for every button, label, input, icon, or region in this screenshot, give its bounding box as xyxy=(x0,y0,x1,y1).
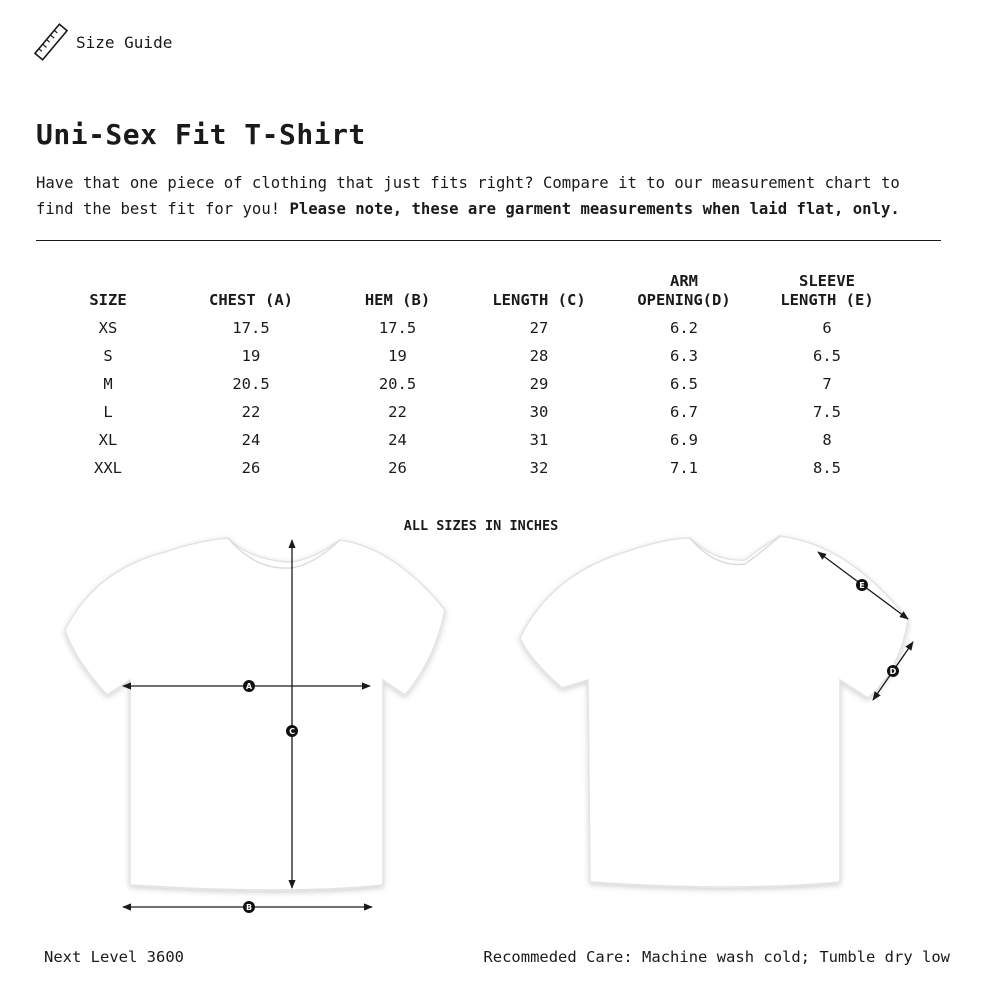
cell-sleeve-length: 7 xyxy=(822,375,832,393)
divider xyxy=(36,240,941,241)
marker-length xyxy=(286,725,298,737)
header-length: LENGTH (C) xyxy=(492,291,586,309)
cell-chest: 19 xyxy=(241,347,261,365)
ruler-icon xyxy=(34,22,68,62)
side-tshirt-shape xyxy=(520,536,908,887)
marker-sleeve xyxy=(856,579,868,591)
cell-length: 29 xyxy=(529,375,549,393)
care-instructions: Recommeded Care: Machine wash cold; Tumble dry low xyxy=(483,948,950,966)
cell-sleeve-length: 6 xyxy=(822,319,832,337)
cell-hem: 19 xyxy=(388,347,407,365)
cell-chest: 17.5 xyxy=(232,319,270,337)
table-row xyxy=(40,398,895,426)
cell-chest: 22 xyxy=(241,403,261,421)
front-tshirt-diagram xyxy=(50,530,460,930)
header-sleeve-length: SLEEVE LENGTH (E) xyxy=(780,272,874,309)
cell-sleeve-length: 7.5 xyxy=(813,403,841,421)
intro-paragraph xyxy=(36,170,936,222)
cell-arm-opening: 7.1 xyxy=(670,459,698,477)
cell-size: XS xyxy=(98,319,118,337)
cell-size: M xyxy=(103,375,113,393)
size-guide-label: Size Guide xyxy=(76,32,173,52)
header-arm-opening: ARM OPENING(D) xyxy=(637,272,731,309)
cell-hem: 24 xyxy=(388,431,407,449)
header-chest: CHEST (A) xyxy=(209,291,293,309)
page-title: Uni-Sex Fit T-Shirt xyxy=(36,118,366,151)
table-row xyxy=(40,426,895,454)
svg-text:B: B xyxy=(245,903,253,912)
header-size: SIZE xyxy=(89,291,127,309)
cell-size: L xyxy=(103,403,113,421)
cell-length: 30 xyxy=(529,403,549,421)
svg-text:A: A xyxy=(245,682,253,691)
cell-hem: 26 xyxy=(388,459,407,477)
cell-hem: 22 xyxy=(388,403,407,421)
side-tshirt-diagram xyxy=(510,530,930,930)
table-header-row xyxy=(40,272,895,314)
cell-arm-opening: 6.3 xyxy=(670,347,698,365)
table-row xyxy=(40,342,895,370)
svg-text:E: E xyxy=(859,581,865,590)
table-row xyxy=(40,370,895,398)
marker-arm xyxy=(887,665,899,677)
cell-arm-opening: 6.7 xyxy=(670,403,698,421)
units-note: ALL SIZES IN INCHES xyxy=(403,518,559,534)
cell-size: XXL xyxy=(94,459,122,477)
size-chart-table xyxy=(40,272,895,482)
model-name: Next Level 3600 xyxy=(44,948,184,966)
cell-length: 28 xyxy=(529,347,549,365)
cell-size: XL xyxy=(98,431,118,449)
cell-chest: 24 xyxy=(241,431,261,449)
svg-text:C: C xyxy=(289,727,295,736)
cell-sleeve-length: 8 xyxy=(822,431,832,449)
cell-chest: 26 xyxy=(241,459,261,477)
intro-text: Have that one piece of clothing that just fits right? Compare it to our measurement chart to find the best fit for you! xyxy=(36,174,900,218)
cell-sleeve-length: 8.5 xyxy=(813,459,841,477)
cell-length: 32 xyxy=(529,459,549,477)
cell-size: S xyxy=(103,347,113,365)
header-hem: HEM (B) xyxy=(364,291,431,309)
front-tshirt-shape xyxy=(65,538,445,890)
cell-chest: 20.5 xyxy=(232,375,270,393)
table-row xyxy=(40,454,895,482)
marker-hem xyxy=(243,901,255,913)
cell-sleeve-length: 6.5 xyxy=(813,347,841,365)
marker-chest xyxy=(243,680,255,692)
cell-length: 31 xyxy=(529,431,549,449)
size-guide-header xyxy=(34,22,172,62)
table-row xyxy=(40,314,895,342)
cell-arm-opening: 6.5 xyxy=(670,375,698,393)
cell-length: 27 xyxy=(529,319,549,337)
svg-text:D: D xyxy=(889,667,897,676)
cell-hem: 17.5 xyxy=(378,319,417,337)
cell-arm-opening: 6.2 xyxy=(670,319,698,337)
intro-note: Please note, these are garment measurements when laid flat, only. xyxy=(289,200,900,218)
cell-hem: 20.5 xyxy=(378,375,417,393)
cell-arm-opening: 6.9 xyxy=(670,431,698,449)
